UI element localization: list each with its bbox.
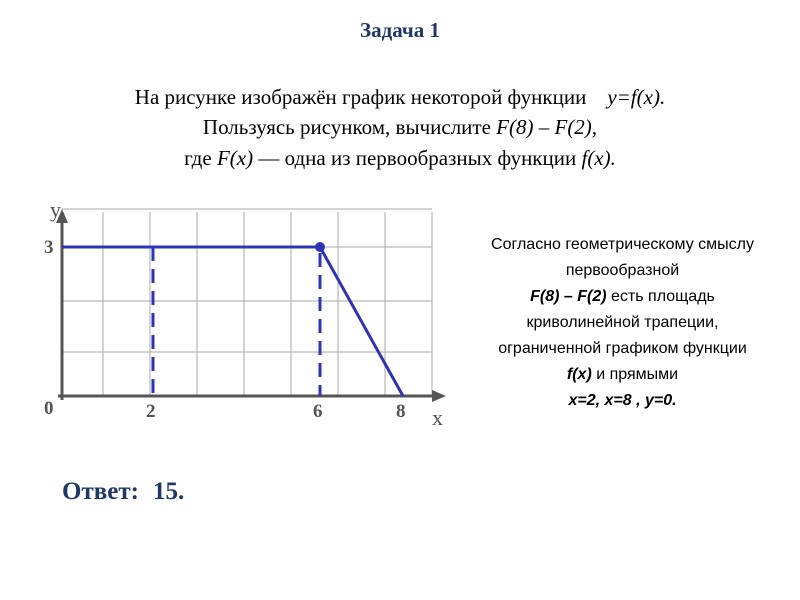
task-text-3b: — одна из первообразных функции	[253, 146, 582, 170]
y-tick-label-3: 3	[44, 237, 54, 258]
dashed-lines	[153, 247, 320, 396]
task-text-1: На рисунке изображён график некоторой функции	[134, 85, 587, 109]
marked-point	[315, 242, 325, 252]
function-graph	[40, 195, 450, 435]
explanation-line-4: криволинейной трапеции,	[526, 314, 719, 331]
y-axis-label: y	[50, 197, 61, 222]
function-line	[62, 247, 403, 396]
explanation-line-3	[450, 284, 795, 310]
explanation-line-7	[450, 388, 795, 414]
explanation-line-6	[450, 362, 795, 388]
x-axis-label: x	[432, 405, 443, 430]
task-line-2	[0, 115, 800, 140]
x-axis-arrow	[432, 390, 446, 402]
task-line-3	[0, 146, 800, 171]
x-tick-label-8: 8	[396, 401, 406, 422]
antiderivative-notation: F(x)	[216, 146, 254, 170]
answer-label: Ответ:	[62, 478, 139, 505]
explanation-line-5: ограниченной графиком функции	[498, 340, 747, 357]
explanation-expr: F(8) – F(2)	[530, 288, 607, 305]
difference-expression: F(8) – F(2),	[496, 115, 598, 139]
explanation-func: f(x)	[566, 366, 592, 383]
task-line-1	[0, 85, 800, 110]
function-notation: y=f(x).	[607, 85, 666, 109]
explanation-line-1: Согласно геометрическому смыслу	[491, 236, 754, 253]
task-title: Задача 1	[360, 18, 440, 42]
explanation-line-2: первообразной	[565, 262, 680, 279]
axes	[56, 209, 446, 402]
explanation-line-6-rest: и прямыми	[591, 366, 679, 383]
task-text-3a: где	[184, 146, 217, 170]
function-notation-2: f(x).	[581, 146, 616, 170]
grid	[62, 209, 432, 396]
explanation-text	[450, 232, 795, 414]
x-tick-label-6: 6	[313, 401, 323, 422]
explanation-lines: x=2, x=8 , y=0.	[568, 392, 677, 409]
origin-label: 0	[44, 398, 54, 419]
task-text-2: Пользуясь рисунком, вычислите	[202, 115, 497, 139]
x-tick-label-2: 2	[146, 401, 156, 422]
explanation-line-3-rest: есть площадь	[606, 288, 715, 305]
answer-value: 15.	[152, 478, 185, 505]
answer	[62, 478, 184, 506]
